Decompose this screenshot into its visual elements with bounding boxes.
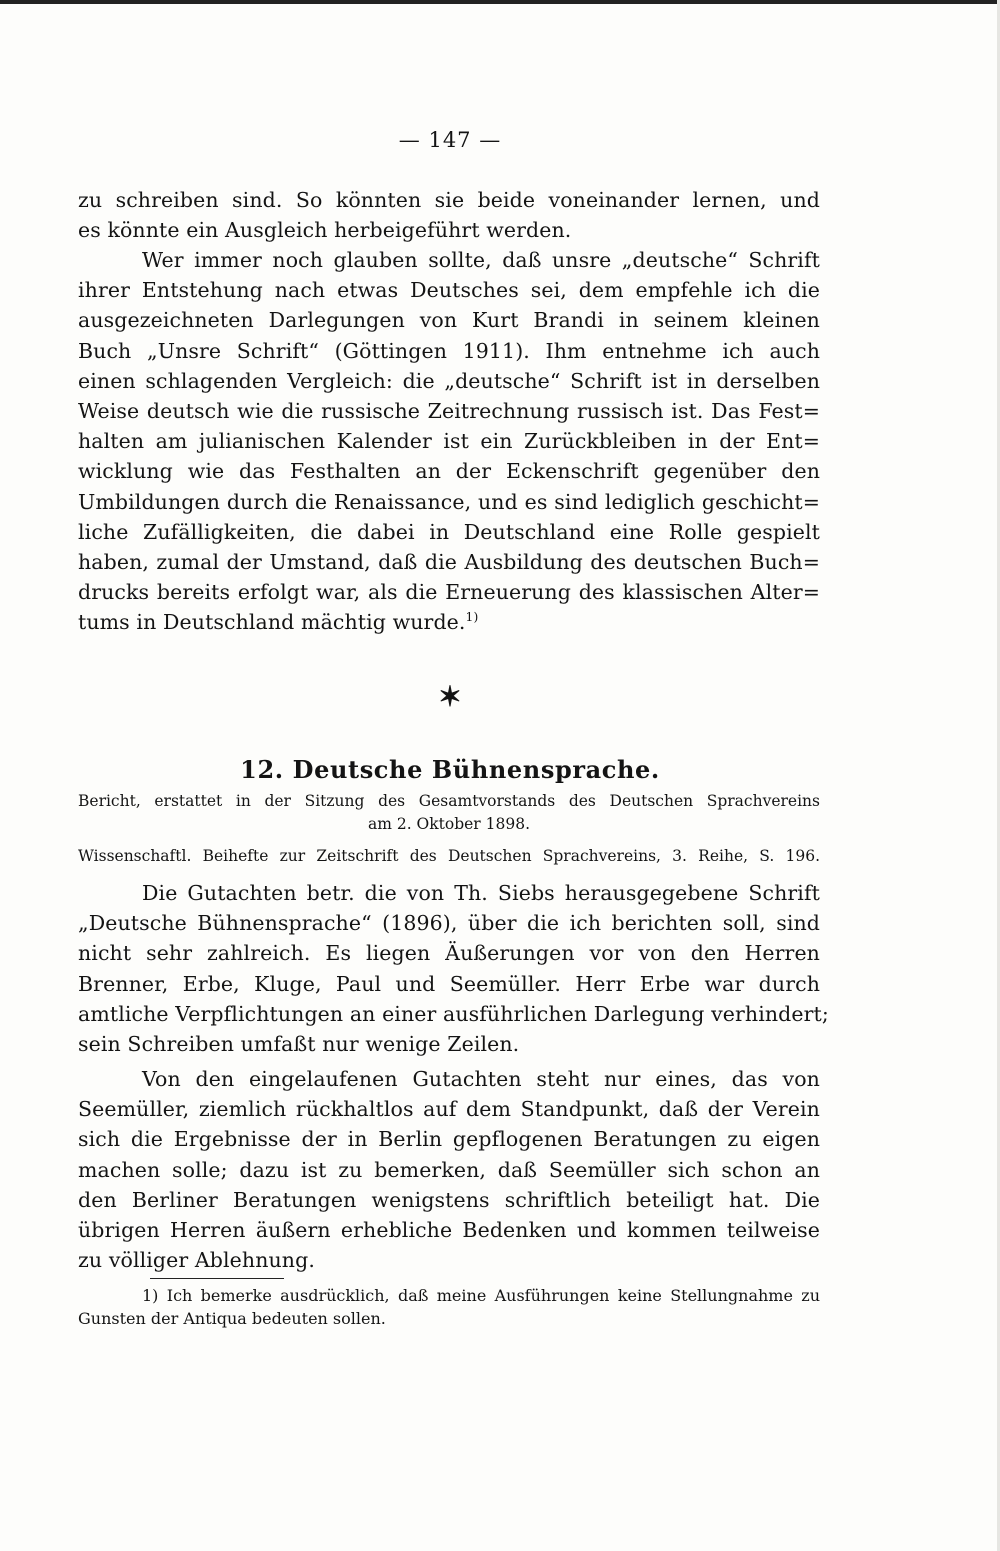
paragraph-2 (78, 245, 820, 637)
text-line: Weise deutsch wie die russische Zeitrechnung russisch ist. Das Fest= (78, 398, 820, 423)
text-line: liche Zufälligkeiten, die dabei in Deutschland eine Rolle gespielt (78, 519, 820, 544)
text-line: Brenner, Erbe, Kluge, Paul und Seemüller. Herr Erbe war durch (78, 971, 820, 996)
footnote-marker: 1) (465, 610, 479, 625)
page-number: — 147 — (398, 128, 502, 152)
footnote-line: 1) Ich bemerke ausdrücklich, daß meine Ausführungen keine Stellungnahme zu (142, 1286, 820, 1305)
text-line: übrigen Herren äußern erhebliche Bedenken und kommen teilweise (78, 1217, 820, 1242)
text-line: halten am julianischen Kalender ist ein Zurückbleiben in der Ent= (78, 429, 820, 454)
text-line: den Berliner Beratungen wenigstens schriftlich beteiligt hat. Die (78, 1187, 820, 1212)
text-line: Wer immer noch glauben sollte, daß unsre „deutsche“ Schrift (142, 248, 820, 272)
report-note (78, 790, 820, 836)
text-line: Buch „Unsre Schrift“ (Göttingen 1911). Ihm entnehme ich auch (78, 338, 820, 363)
text-line: Von den eingelaufenen Gutachten steht nur eines, das von (142, 1067, 820, 1091)
paragraph-3 (78, 878, 829, 1059)
text-line: nicht sehr zahlreich. Es liegen Äußerungen vor von den Herren (78, 941, 820, 966)
paragraph-4 (78, 1064, 820, 1275)
text-line: amtliche Verpflichtungen an einer ausführlichen Darlegung verhindert; (78, 1001, 829, 1026)
text-line: Umbildungen durch die Renaissance, und es sind lediglich geschicht= (78, 489, 820, 514)
text-line: zu völliger Ablehnung. (78, 1248, 315, 1273)
text-line: Die Gutachten betr. die von Th. Siebs herausgegebene Schrift (142, 881, 820, 905)
text-line: „Deutsche Bühnensprache“ (1896), über die ich berichten soll, sind (78, 911, 820, 936)
report-note-line: am 2. Oktober 1898. (367, 815, 531, 833)
scan-top-edge (0, 0, 1000, 4)
text-line: ihrer Entstehung nach etwas Deutsches sei, dem empfehle ich die (78, 278, 820, 303)
text-line: sein Schreiben umfaßt nur wenige Zeilen. (78, 1031, 520, 1056)
text-line-content: tums in Deutschland mächtig wurde. (78, 610, 466, 635)
text-line-last (78, 607, 820, 637)
paragraph-1 (78, 185, 820, 245)
text-line: zu schreiben sind. So könnten sie beide voneinander lernen, und (78, 188, 820, 212)
report-note-line: Bericht, erstattet in der Sitzung des Gesamtvorstands des Deutschen Sprachvereins (78, 792, 820, 810)
text-line: machen solle; dazu ist zu bemerken, daß Seemüller sich schon an (78, 1157, 820, 1182)
text-line: sich die Ergebnisse der in Berlin gepflogenen Beratungen zu eigen (78, 1127, 820, 1152)
source-note: Wissenschaftl. Beihefte zur Zeitschrift des Deutschen Sprachvereins, 3. Reihe, S. 196. (78, 847, 820, 865)
text-line: es könnte ein Ausgleich herbeigeführt werden. (78, 218, 572, 243)
footnote-line: Gunsten der Antiqua bedeuten sollen. (78, 1309, 386, 1328)
text-line: wicklung wie das Festhalten an der Eckenschrift gegenüber den (78, 459, 820, 484)
footnote-rule (150, 1278, 284, 1279)
text-line: Seemüller, ziemlich rückhaltlos auf dem Standpunkt, daß der Verein (78, 1097, 820, 1122)
section-separator-star: ✶ (438, 680, 462, 713)
text-line: haben, zumal der Umstand, daß die Ausbildung des deutschen Buch= (78, 549, 820, 574)
text-line: ausgezeichneten Darlegungen von Kurt Brandi in seinem kleinen (78, 308, 820, 333)
section-heading: 12. Deutsche Bühnensprache. (240, 755, 660, 784)
text-line: drucks bereits erfolgt war, als die Erneuerung des klassischen Alter= (78, 580, 820, 605)
text-line: einen schlagenden Vergleich: die „deutsche“ Schrift ist in derselben (78, 368, 820, 393)
footnote (78, 1284, 820, 1330)
